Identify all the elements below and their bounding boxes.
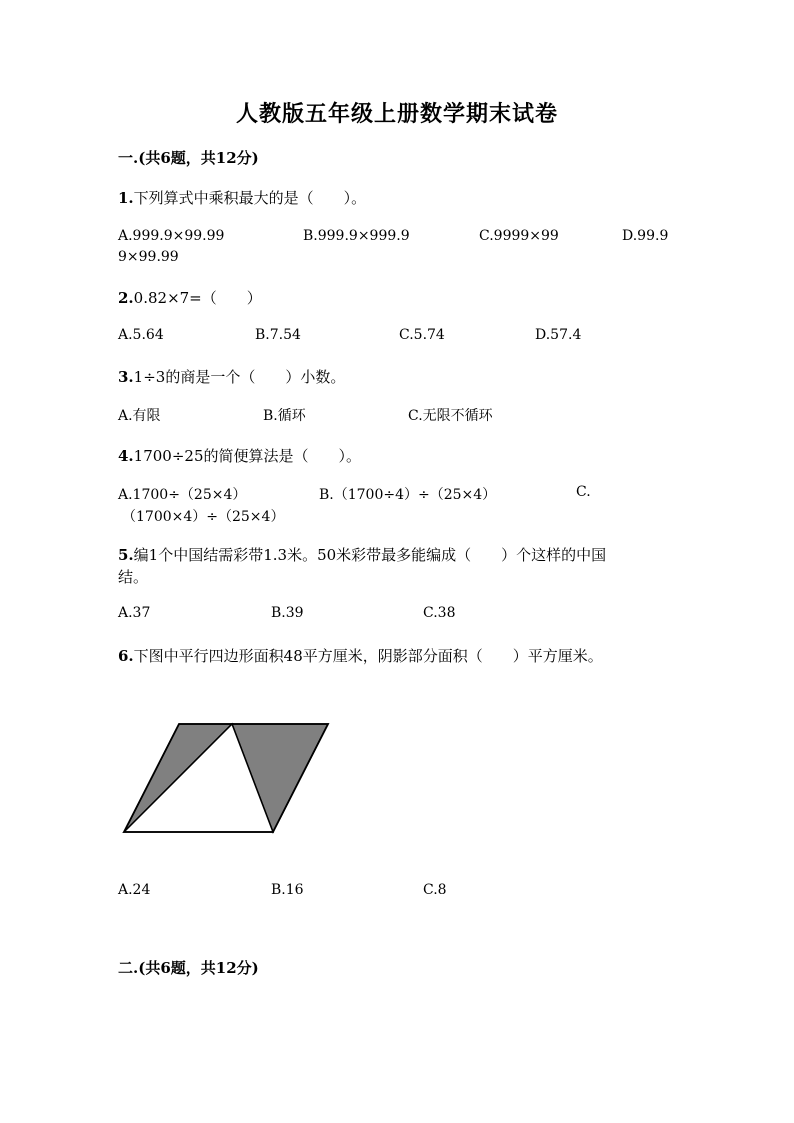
option-5b[interactable]: B.39 xyxy=(271,605,304,621)
question-text: 0.82×7=（ ） xyxy=(133,289,262,307)
question-text: 下图中平行四边形面积48平方厘米，阴影部分面积（ ）平方厘米。 xyxy=(133,647,603,665)
parallelogram-figure xyxy=(115,715,345,845)
question-text: 1÷3的商是一个（ ）小数。 xyxy=(133,368,346,386)
option-3b[interactable]: B.循环 xyxy=(263,408,306,424)
question-text: 1700÷25的简便算法是（ ）。 xyxy=(133,447,362,465)
question-text: 编1个中国结需彩带1.3米。50米彩带最多能编成（ ）个这样的中国 xyxy=(133,546,607,564)
option-4c-continued: （1700×4）÷（25×4） xyxy=(122,509,285,525)
question-5 xyxy=(118,544,606,565)
page-title: 人教版五年级上册数学期末试卷 xyxy=(235,101,558,127)
option-3c[interactable]: C.无限不循环 xyxy=(408,408,493,424)
option-2b[interactable]: B.7.54 xyxy=(255,327,301,343)
option-3a[interactable]: A.有限 xyxy=(118,408,161,424)
question-text: 下列算式中乘积最大的是（ ）。 xyxy=(133,189,367,207)
option-5a[interactable]: A.37 xyxy=(118,605,151,621)
option-2c[interactable]: C.5.74 xyxy=(399,327,445,343)
question-5-continued: 结。 xyxy=(118,568,149,586)
option-4c[interactable]: C. xyxy=(576,484,591,500)
option-2d[interactable]: D.57.4 xyxy=(535,327,582,343)
option-4a[interactable]: A.1700÷（25×4） xyxy=(118,487,247,503)
option-5c[interactable]: C.38 xyxy=(423,605,456,621)
question-number: 1. xyxy=(118,189,134,207)
option-6a[interactable]: A.24 xyxy=(118,882,151,898)
question-2 xyxy=(118,287,262,308)
option-6c[interactable]: C.8 xyxy=(423,882,447,898)
question-number: 5. xyxy=(118,546,134,564)
option-1b[interactable]: B.999.9×999.9 xyxy=(303,228,410,244)
option-1d-continued: 9×99.99 xyxy=(118,249,179,265)
option-6b[interactable]: B.16 xyxy=(271,882,304,898)
question-6 xyxy=(118,645,603,666)
option-4b[interactable]: B.（1700÷4）÷（25×4） xyxy=(319,487,497,503)
question-3 xyxy=(118,366,345,387)
question-number: 4. xyxy=(118,447,134,465)
section-heading-2: 二.(共6题，共12分) xyxy=(118,959,259,977)
section-heading-1: 一.(共6题，共12分) xyxy=(118,149,259,167)
question-number: 2. xyxy=(118,289,134,307)
question-1 xyxy=(118,187,366,208)
question-number: 3. xyxy=(118,368,134,386)
question-4 xyxy=(118,445,361,466)
option-1c[interactable]: C.9999×99 xyxy=(479,228,559,244)
option-1a[interactable]: A.999.9×99.99 xyxy=(118,228,225,244)
option-1d[interactable]: D.99.9 xyxy=(622,228,669,244)
question-number: 6. xyxy=(118,647,134,665)
option-2a[interactable]: A.5.64 xyxy=(118,327,164,343)
